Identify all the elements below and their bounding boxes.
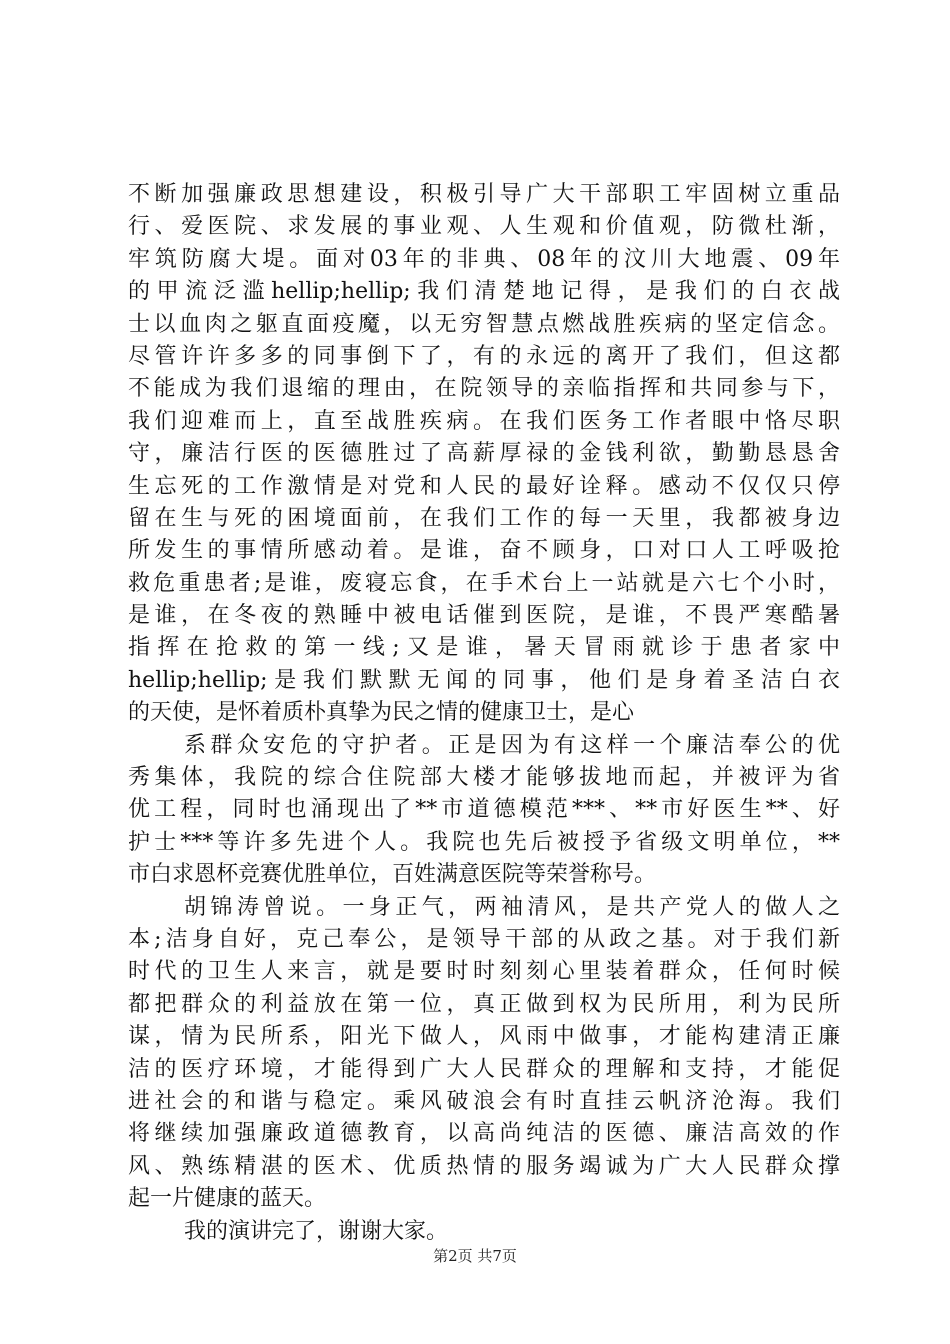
text-line: 行、爱医院、求发展的事业观、人生观和价值观，防微杜渐，	[128, 214, 840, 240]
text-line: 都把群众的利益放在第一位，真正做到权为民所用，利为民所	[128, 991, 840, 1017]
text-line: 的甲流泛滥hellip;hellip;我们清楚地记得，是我们的白衣战	[128, 279, 840, 305]
text-line: 谋，情为民所系，阳光下做人，风雨中做事，才能构建清正廉	[128, 1024, 840, 1050]
page-number-footer: 第2页 共7页	[433, 1247, 517, 1265]
text-line: 牢筑防腐大堤。面对03年的非典、08年的汶川大地震、09年	[128, 246, 840, 272]
text-line: 将继续加强廉政道德教育，以高尚纯洁的医德、廉洁高效的作	[128, 1121, 840, 1147]
text-line: 守，廉洁行医的医德胜过了高薪厚禄的金钱利欲，勤勤恳恳舍	[128, 441, 840, 467]
text-line: 不能成为我们退缩的理由，在院领导的亲临指挥和共同参与下，	[128, 376, 840, 402]
text-line: 起一片健康的蓝天。	[128, 1186, 327, 1212]
text-line: 优工程，同时也涌现出了**市道德模范***、**市好医生**、好	[128, 797, 840, 823]
text-line: 指挥在抢救的第一线;又是谁，暑天冒雨就诊于患者家中	[128, 635, 840, 661]
text-line: 洁的医疗环境，才能得到广大人民群众的理解和支持，才能促	[128, 1056, 840, 1082]
text-line: 留在生与死的困境面前，在我们工作的每一天里，我都被身边	[128, 505, 840, 531]
text-line: 市白求恩杯竞赛优胜单位，百姓满意医院等荣誉称号。	[128, 862, 657, 888]
text-line: 是谁，在冬夜的熟睡中被电话催到医院，是谁，不畏严寒酷暑	[128, 603, 840, 629]
text-line: 的天使，是怀着质朴真挚为民之情的健康卫士，是心	[128, 700, 635, 726]
text-line: 我的演讲完了，谢谢大家。	[184, 1218, 449, 1244]
text-line: 我们迎难而上，直至战胜疾病。在我们医务工作者眼中恪尽职	[128, 408, 840, 434]
text-line: 救危重患者;是谁，废寝忘食，在手术台上一站就是六七个小时，	[128, 570, 840, 596]
text-line: 秀集体，我院的综合住院部大楼才能够拔地而起，并被评为省	[128, 765, 840, 791]
text-line: 生忘死的工作激情是对党和人民的最好诠释。感动不仅仅只停	[128, 473, 840, 499]
text-line: 尽管许许多多的同事倒下了，有的永远的离开了我们，但这都	[128, 343, 840, 369]
text-line: 本;洁身自好，克己奉公，是领导干部的从政之基。对于我们新	[128, 926, 840, 952]
text-line: 不断加强廉政思想建设，积极引导广大干部职工牢固树立重品	[128, 182, 840, 207]
text-line: 所发生的事情所感动着。是谁，奋不顾身，口对口人工呼吸抢	[128, 538, 840, 564]
text-line: 风、熟练精湛的医术、优质热情的服务竭诚为广大人民群众撑	[128, 1153, 840, 1179]
text-line: hellip;hellip;是我们默默无闻的同事，他们是身着圣洁白衣	[128, 667, 840, 693]
text-line: 时代的卫生人来言，就是要时时刻刻心里装着群众，任何时候	[128, 959, 840, 985]
text-line: 士以血肉之躯直面疫魔，以无穷智慧点燃战胜疾病的坚定信念。	[128, 311, 840, 337]
text-line: 进社会的和谐与稳定。乘风破浪会有时直挂云帆济沧海。我们	[128, 1088, 840, 1114]
speech-body	[128, 179, 840, 1248]
text-line: 胡锦涛曾说。一身正气，两袖清风，是共产党人的做人之	[184, 894, 840, 920]
text-line: 护士***等许多先进个人。我院也先后被授予省级文明单位，**	[128, 829, 840, 855]
text-line: 系群众安危的守护者。正是因为有这样一个廉洁奉公的优	[184, 732, 840, 758]
